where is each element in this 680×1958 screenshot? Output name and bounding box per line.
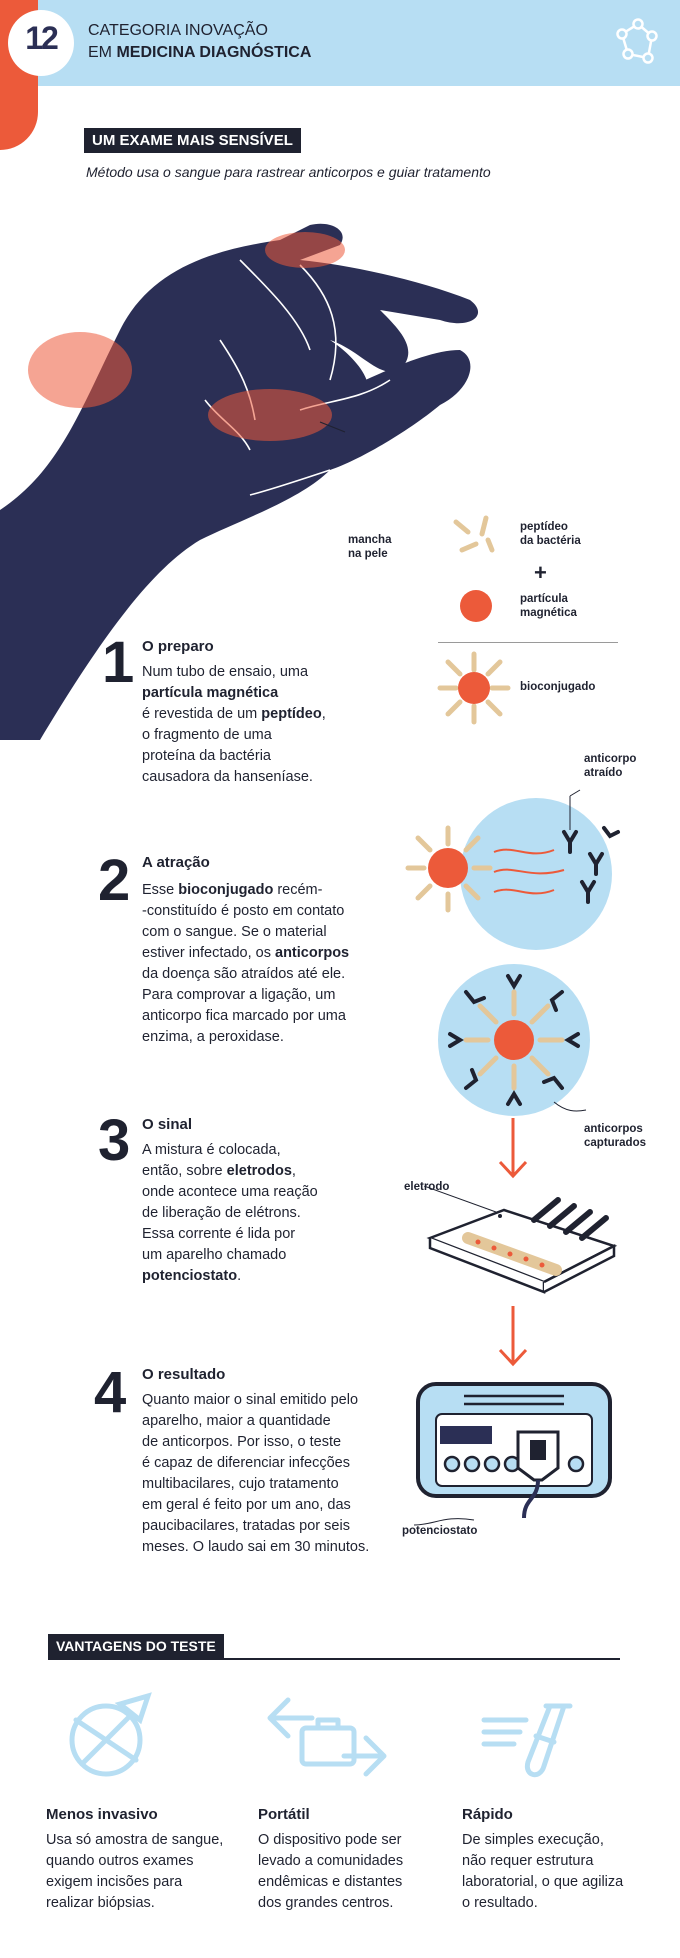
antibody-attracted-label: anticorpo atraído bbox=[584, 753, 637, 779]
step-4-number: 4 bbox=[94, 1360, 127, 1425]
advantages-rule bbox=[48, 1658, 620, 1660]
advantage-text-line: realizar biópsias. bbox=[46, 1895, 155, 1911]
step-text-line: então, sobre eletrodos, bbox=[142, 1163, 296, 1179]
advantages-heading: VANTAGENS DO TESTE bbox=[48, 1634, 224, 1658]
step-text-line: de anticorpos. Por isso, o teste bbox=[142, 1434, 342, 1450]
no-scalpel-icon bbox=[60, 1690, 156, 1786]
header-band bbox=[0, 0, 680, 86]
step-text-line: Quanto maior o sinal emitido pelo bbox=[142, 1392, 359, 1408]
step-text-line: potenciostato. bbox=[142, 1268, 242, 1284]
step-text-line: Essa corrente é lida por bbox=[142, 1226, 296, 1242]
antibodies-captured-label: anticorpos capturados bbox=[584, 1123, 646, 1149]
step-text-line: em geral é feito por um ano, das bbox=[142, 1497, 351, 1513]
step-text-line: causadora da hanseníase. bbox=[142, 769, 313, 785]
advantage-text-line: Usa só amostra de sangue, bbox=[46, 1832, 224, 1848]
step-text-line: de liberação de elétrons. bbox=[142, 1205, 301, 1221]
down-arrow-icon-2 bbox=[496, 1306, 530, 1368]
advantage-text-line: quando outros exames bbox=[46, 1853, 194, 1869]
molecule-network-icon bbox=[608, 14, 664, 70]
step-text-line: enzima, a peroxidase. bbox=[142, 1029, 284, 1045]
step-1-text bbox=[142, 662, 326, 788]
advantage-text-line: o resultado. bbox=[462, 1895, 538, 1911]
step-text-line: com o sangue. Se o material bbox=[142, 924, 327, 940]
advantage-text-line: dos grandes centros. bbox=[258, 1895, 394, 1911]
advantage-1-title: Menos invasivo bbox=[46, 1806, 158, 1823]
legend-divider bbox=[438, 642, 618, 643]
advantage-text-line: De simples execução, bbox=[462, 1832, 604, 1848]
step-text-line: Para comprovar a ligação, um bbox=[142, 987, 336, 1003]
step-3-number: 3 bbox=[98, 1108, 131, 1173]
step-text-line: um aparelho chamado bbox=[142, 1247, 287, 1263]
down-arrow-icon bbox=[496, 1118, 530, 1180]
advantage-2-title: Portátil bbox=[258, 1806, 310, 1823]
captured-antibodies-diagram bbox=[436, 962, 626, 1132]
step-2-number: 2 bbox=[98, 848, 131, 913]
potentiostat-device bbox=[414, 1380, 614, 1530]
step-2-text bbox=[142, 880, 349, 1048]
step-text-line: é capaz de diferenciar infecções bbox=[142, 1455, 350, 1471]
step-4-title: O resultado bbox=[142, 1366, 226, 1383]
step-1-title: O preparo bbox=[142, 638, 214, 655]
step-3-title: O sinal bbox=[142, 1116, 193, 1133]
electrode-label: eletrodo bbox=[404, 1181, 450, 1193]
step-text-line: partícula magnética bbox=[142, 685, 279, 701]
step-text-line: -constituído é posto em contato bbox=[142, 903, 345, 919]
peptide-label: peptídeo da bactéria bbox=[520, 521, 581, 547]
advantage-text-line: endêmicas e distantes bbox=[258, 1874, 403, 1890]
advantage-3-title: Rápido bbox=[462, 1806, 513, 1823]
attraction-diagram bbox=[404, 782, 624, 952]
step-2-title: A atração bbox=[142, 854, 210, 871]
step-text-line: meses. O laudo sai em 30 minutos. bbox=[142, 1539, 370, 1555]
peptide-icon bbox=[448, 512, 508, 562]
step-4-text bbox=[142, 1390, 369, 1558]
step-text-line: onde acontece uma reação bbox=[142, 1184, 318, 1200]
step-text-line: estiver infectado, os anticorpos bbox=[142, 945, 350, 961]
particle-label: partícula magnética bbox=[520, 593, 577, 619]
step-text-line: da doença são atraídos até ele. bbox=[142, 966, 346, 982]
advantage-text-line: levado a comunidades bbox=[258, 1853, 404, 1869]
step-text-line: Esse bioconjugado recém- bbox=[142, 882, 323, 898]
advantage-text-line: exigem incisões para bbox=[46, 1874, 183, 1890]
electrode-chip bbox=[424, 1186, 634, 1306]
step-text-line: anticorpo fica marcado por uma bbox=[142, 1008, 346, 1024]
magnetic-particle-icon bbox=[456, 586, 496, 626]
advantage-text-line: não requer estrutura bbox=[462, 1853, 594, 1869]
portable-case-icon bbox=[264, 1694, 390, 1780]
infographic-title: UM EXAME MAIS SENSÍVEL bbox=[84, 128, 301, 153]
step-1-number: 1 bbox=[102, 630, 135, 695]
bioconjugate-icon bbox=[436, 650, 512, 726]
skin-spot-label: mancha na pele bbox=[348, 534, 392, 560]
advantage-text-line: laboratorial, o que agiliza bbox=[462, 1874, 624, 1890]
infographic-subtitle: Método usa o sangue para rastrear anticorpos e guiar tratamento bbox=[86, 164, 491, 180]
advantage-1-text bbox=[46, 1830, 223, 1914]
advantage-2-text bbox=[258, 1830, 403, 1914]
category-logo bbox=[8, 10, 74, 76]
advantage-text-line: O dispositivo pode ser bbox=[258, 1832, 402, 1848]
step-text-line: proteína da bactéria bbox=[142, 748, 271, 764]
plus-sign: + bbox=[534, 560, 547, 585]
step-text-line: o fragmento de uma bbox=[142, 727, 272, 743]
step-text-line: Num tubo de ensaio, uma bbox=[142, 664, 309, 680]
bioconjugate-label: bioconjugado bbox=[520, 681, 596, 693]
step-text-line: paucibacilares, tratadas por seis bbox=[142, 1518, 350, 1534]
category-title: EM MEDICINA DIAGNÓSTICA bbox=[88, 44, 312, 61]
logo-number: 12 bbox=[25, 20, 57, 56]
category-label: CATEGORIA INOVAÇÃO bbox=[88, 22, 268, 39]
step-text-line: A mistura é colocada, bbox=[142, 1142, 281, 1158]
fast-test-tube-icon bbox=[480, 1696, 590, 1786]
step-text-line: aparelho, maior a quantidade bbox=[142, 1413, 331, 1429]
advantage-3-text bbox=[462, 1830, 623, 1914]
step-text-line: multibacilares, cujo tratamento bbox=[142, 1476, 339, 1492]
step-text-line: é revestida de um peptídeo, bbox=[142, 706, 326, 722]
potentiostat-label: potenciostato bbox=[402, 1525, 478, 1537]
step-3-text bbox=[142, 1140, 318, 1287]
